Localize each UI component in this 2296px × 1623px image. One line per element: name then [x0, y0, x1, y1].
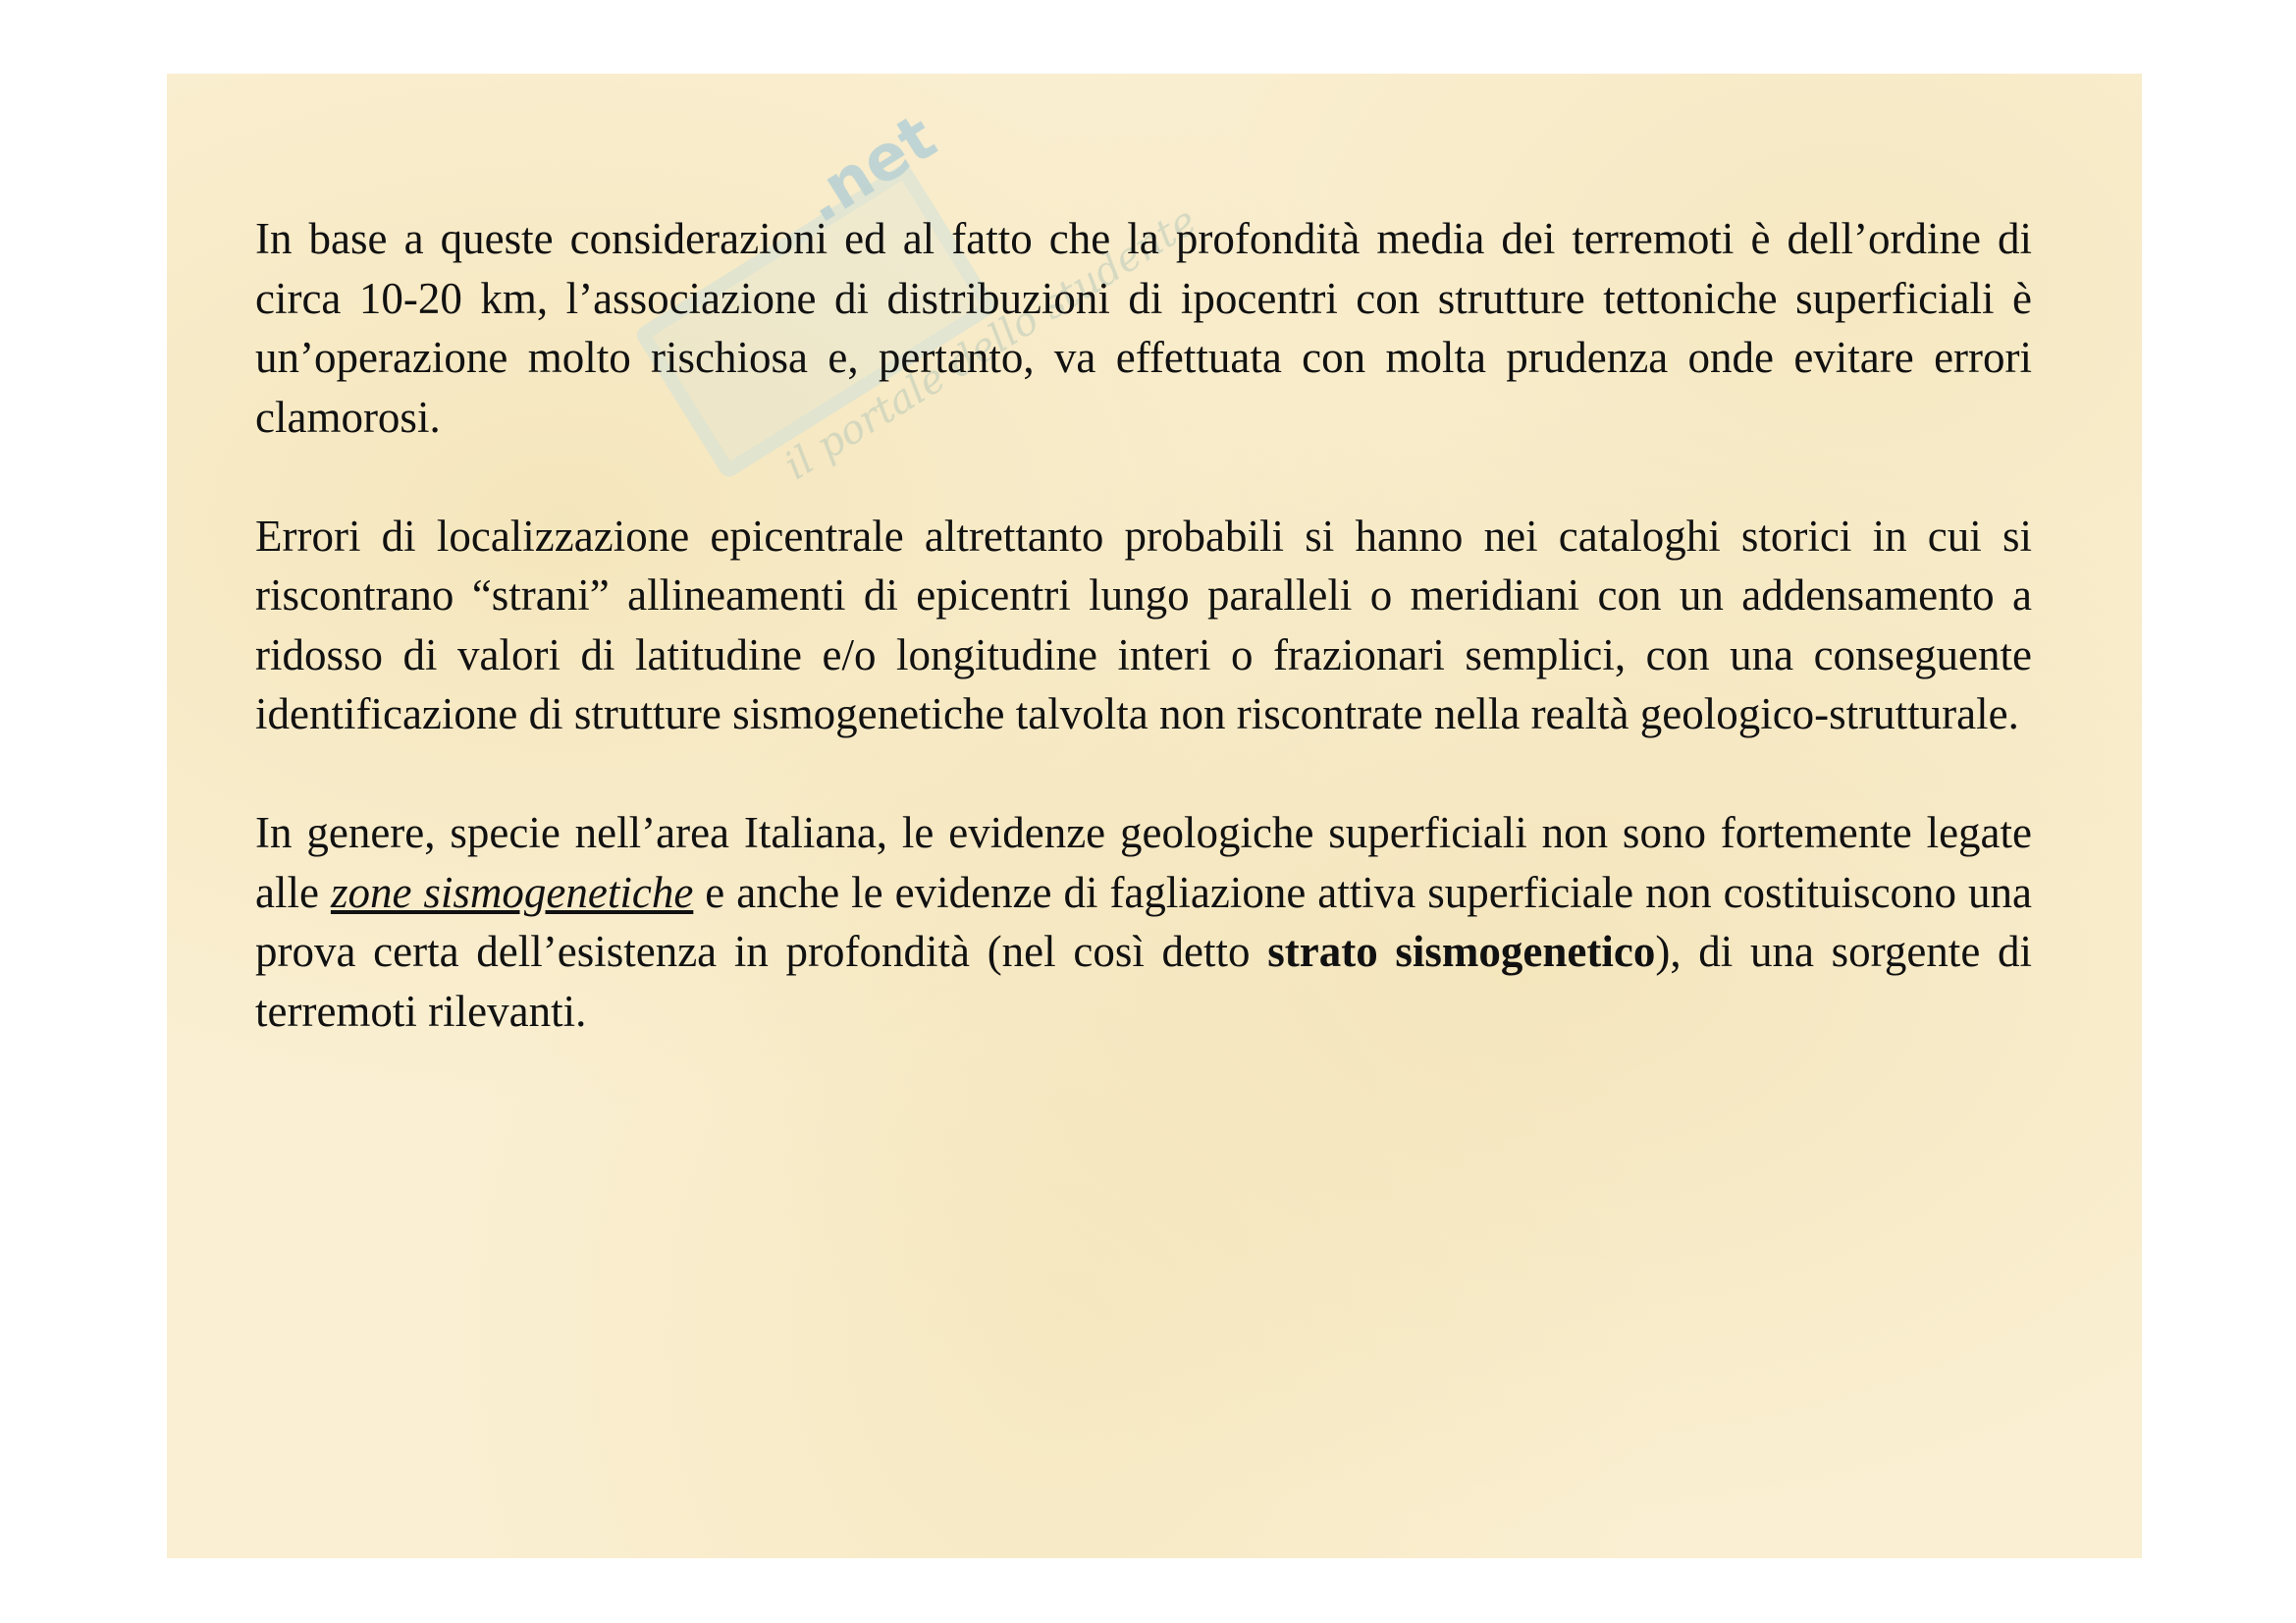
paragraph-3-part-3: ), di una sorgente di terremoti rilevanti.	[255, 927, 2032, 1036]
paragraph-3-part-2: e anche le evidenze di fagliazione attiva superficiale non costituiscono una prova certa dell’esistenza in profondità (nel così detto	[255, 867, 2032, 976]
watermark-tagline: il portale dello studente	[776, 198, 1205, 490]
watermark-net-text: .net	[790, 101, 949, 239]
slide-body	[255, 209, 2032, 1101]
slide	[167, 74, 2142, 1558]
term-zone-sismogenetiche: zone sismogenetiche	[330, 867, 694, 917]
paragraph-2: Errori di localizzazione epicentrale altrettanto probabili si hanno nei cataloghi storici in cui si riscontrano “strani” allineamenti di epicentri lungo paralleli o meridiani con un addensamento a ridosso di valori di latitudine e/o longitudine interi o frazionari semplici, con una conseguente identificazione di strutture sismogenetiche talvolta non riscontrate nella realtà geologico-strutturale.	[255, 511, 2032, 738]
paragraph-3	[255, 803, 2032, 1041]
term-strato-sismogenetico: strato sismogenetico	[1267, 927, 1656, 976]
paragraph-3-part-1: In genere, specie nell’area Italiana, le evidenze geologiche superficiali non sono fortemente legate alle	[255, 808, 2032, 917]
paragraph-1: In base a queste considerazioni ed al fatto che la profondità media dei terremoti è dell’ordine di circa 10-20 km, l’associazione di distribuzioni di ipocentri con strutture tettoniche superficiali è un’operazione molto rischiosa e, pertanto, va effettuata con molta prudenza onde evitare errori clamorosi.	[255, 214, 2032, 442]
